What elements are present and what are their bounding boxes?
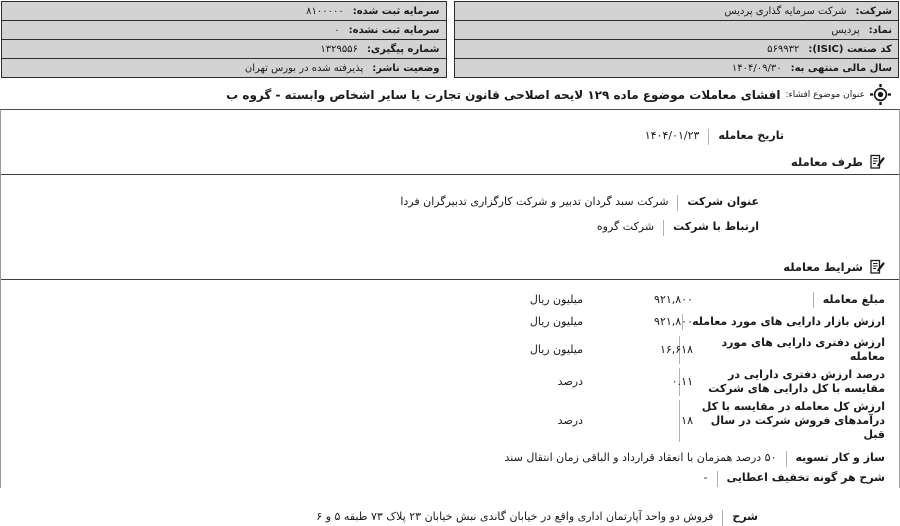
isic-label: کد صنعت (ISIC):: [808, 43, 892, 55]
market-value-row: [11, 314, 885, 330]
book-value-percent-unit: درصد: [557, 375, 583, 388]
transaction-amount-row: [11, 292, 885, 308]
counterparty-relation-row: [11, 220, 885, 236]
market-value-unit: میلیون ریال: [529, 315, 583, 328]
symbol-label: نماد:: [868, 24, 892, 36]
description-label: شرح: [732, 510, 758, 523]
counterparty-name-value: شرکت سبد گردان تدبیر و شرکت کارگزاری تدبیرگران فردا: [400, 195, 669, 208]
table-row: [2, 59, 447, 78]
note-pencil-icon: [869, 259, 885, 275]
disclosure-title-row: [0, 84, 900, 105]
title-prefix: عنوان موضوع افشاء:: [785, 89, 865, 100]
description-row: [11, 510, 885, 526]
field-divider: [677, 195, 678, 211]
transaction-amount-value: ۹۲۱,۸۰۰: [654, 293, 693, 306]
discount-row: [11, 471, 885, 487]
registered-capital-label: سرمایه ثبت شده:: [352, 5, 440, 17]
table-row: [2, 21, 447, 40]
discount-label: شرح هر گونه تخفیف اعطایی: [726, 471, 885, 484]
transaction-date-value: ۱۴۰۴/۰۱/۲۳: [644, 129, 700, 142]
terms-section-header: [11, 259, 885, 275]
terms-section-title: شرایط معامله: [783, 260, 863, 274]
company-label: شرکت:: [855, 5, 892, 17]
counterparty-relation-label: ارتباط با شرکت: [673, 220, 759, 233]
unregistered-capital-value: ۰: [334, 24, 340, 36]
book-value-percent-label: درصد ارزش دفتری دارایی در مقایسه با کل دارایی های شرکت: [708, 368, 885, 395]
table-row: [454, 59, 899, 78]
revenue-percent-unit: درصد: [557, 414, 583, 427]
section-rule: [1, 279, 899, 280]
transaction-date-label: تاریخ معامله: [718, 129, 784, 142]
party-section-header: [11, 154, 885, 170]
field-divider: [708, 129, 709, 145]
settlement-mechanism-label: ساز و کار تسویه: [795, 451, 885, 464]
company-value: شرکت سرمایه گذاری پردیس: [724, 5, 847, 17]
fiscal-year-label: سال مالی منتهی به:: [790, 62, 892, 74]
discount-value: -: [703, 471, 708, 484]
table-row: [454, 2, 899, 21]
revenue-percent-row: [11, 400, 885, 442]
field-divider: [813, 292, 814, 308]
book-value-percent-value: ۰.۱۱: [671, 375, 693, 388]
symbol-value: پردیس: [831, 24, 860, 36]
section-rule: [1, 174, 899, 175]
book-value-value: ۱۶,۶۱۸: [659, 343, 693, 356]
description-value: فروش دو واحد آپارتمان اداری واقع در خیابان گاندی نبش خیابان ۲۳ پلاک ۷۳ طبقه ۵ و ۶: [316, 510, 714, 523]
transaction-date-row: [11, 129, 885, 145]
tracking-number-value: ۱۳۲۹۵۵۶: [320, 43, 358, 55]
revenue-percent-value: ۱۸: [681, 414, 693, 427]
settlement-mechanism-row: [11, 451, 885, 467]
issuer-info-table-left: [1, 1, 447, 78]
field-divider: [663, 220, 664, 236]
market-value-value: ۹۲۱,۸۰۰: [654, 315, 693, 328]
page-title: افشای معاملات موضوع ماده ۱۲۹ لایحه اصلاحی قانون تجارت یا سایر اشخاص وابسته - گروه ب: [226, 87, 781, 102]
issuer-status-label: وضعیت ناشر:: [372, 62, 440, 74]
target-icon: [870, 84, 891, 105]
field-divider: [679, 400, 680, 442]
isic-value: ۵۶۹۹۳۲: [767, 43, 800, 55]
table-row: [454, 21, 899, 40]
issuer-info-table-right: [454, 1, 900, 78]
book-value-label: ارزش دفتری دارایی های مورد معامله: [721, 336, 885, 363]
book-value-unit: میلیون ریال: [529, 343, 583, 356]
market-value-label: ارزش بازار دارایی های مورد معامله: [692, 315, 885, 328]
book-value-row: [11, 336, 885, 364]
table-row: [2, 2, 447, 21]
counterparty-name-row: [11, 195, 885, 211]
table-row: [454, 40, 899, 59]
transaction-amount-label: مبلغ معامله: [822, 293, 885, 306]
party-section-title: طرف معامله: [790, 155, 863, 169]
field-divider: [717, 471, 718, 487]
settlement-mechanism-value: ۵۰ درصد همزمان با انعقاد قرارداد و الباقی زمان انتقال سند: [504, 451, 777, 464]
field-divider: [722, 510, 723, 526]
issuer-info-header: [0, 0, 900, 78]
table-row: [2, 40, 447, 59]
disclosure-body: [0, 109, 900, 523]
transaction-amount-unit: میلیون ریال: [529, 293, 583, 306]
unregistered-capital-label: سرمایه ثبت نشده:: [348, 24, 440, 36]
counterparty-relation-value: شرکت گروه: [596, 220, 655, 233]
registered-capital-value: ۸۱۰۰۰۰۰: [306, 5, 344, 17]
fiscal-year-value: ۱۴۰۴/۰۹/۳۰: [731, 62, 782, 74]
book-value-percent-row: [11, 368, 885, 396]
field-divider: [786, 451, 787, 467]
note-pencil-icon: [869, 154, 885, 170]
issuer-status-value: پذیرفته شده در بورس تهران: [244, 62, 364, 74]
counterparty-name-label: عنوان شرکت: [687, 195, 759, 208]
tracking-number-label: شماره پیگیری:: [366, 43, 440, 55]
revenue-percent-label: ارزش کل معامله در مقایسه با کل درآمدهای فروش شرکت در سال قبل: [701, 400, 885, 441]
